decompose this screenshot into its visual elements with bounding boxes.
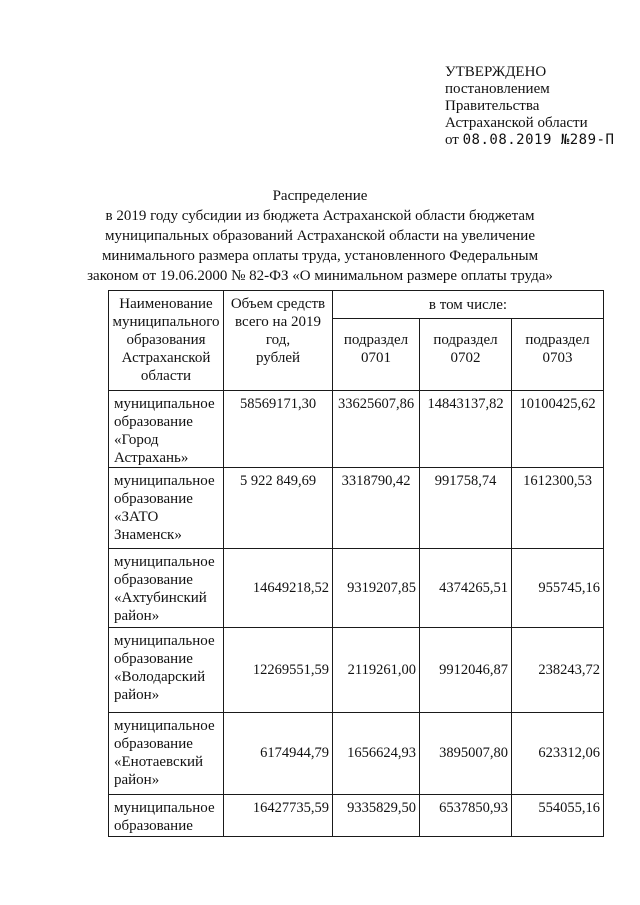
row-total: 14649218,52 (224, 549, 333, 628)
row-subsection-0701: 33625607,86 (333, 391, 420, 468)
approval-line-approved: УТВЕРЖДЕНО (445, 64, 547, 80)
row-subsection-0701: 9319207,85 (333, 549, 420, 628)
approval-date-line (445, 132, 630, 149)
row-name: муниципальное образование «Володарский район» (109, 628, 224, 713)
row-subsection-0702: 991758,74 (420, 468, 512, 549)
row-subsection-0703: 1612300,53 (512, 468, 604, 549)
table-row (109, 795, 604, 837)
row-subsection-0702: 3895007,80 (420, 713, 512, 795)
approval-date-prefix: от (445, 132, 459, 148)
approval-date-number: 08.08.2019 №289-П (462, 132, 615, 148)
row-subsection-0701: 9335829,50 (333, 795, 420, 837)
row-subsection-0703: 238243,72 (512, 628, 604, 713)
row-subsection-0702: 6537850,93 (420, 795, 512, 837)
row-total: 12269551,59 (224, 628, 333, 713)
header-total: Объем средств всего на 2019 год, рублей (224, 291, 333, 391)
row-name: муниципальное образование (109, 795, 224, 837)
approval-line-resolution: постановлением (445, 81, 550, 97)
row-subsection-0703: 955745,16 (512, 549, 604, 628)
title-line-2: в 2019 году субсидии из бюджета Астраханской области бюджетам (105, 208, 535, 224)
row-subsection-0701: 1656624,93 (333, 713, 420, 795)
row-total: 58569171,30 (224, 391, 333, 468)
approval-line-government: Правительства (445, 98, 540, 114)
row-total: 5 922 849,69 (224, 468, 333, 549)
row-subsection-0701: 3318790,42 (333, 468, 420, 549)
header-including: в том числе: (333, 291, 604, 319)
row-total: 16427735,59 (224, 795, 333, 837)
header-subsection-0702: подраздел 0702 (420, 319, 512, 391)
approval-stamp (445, 64, 630, 149)
row-subsection-0702: 14843137,82 (420, 391, 512, 468)
document-title (60, 186, 580, 286)
row-name: муниципальное образование «ЗАТО Знаменск» (109, 468, 224, 549)
row-subsection-0701: 2119261,00 (333, 628, 420, 713)
header-name: Наименование муниципального образования Астраханской области (109, 291, 224, 391)
row-name: муниципальное образование «Город Астрахань» (109, 391, 224, 468)
title-line-5: законом от 19.06.2000 № 82-ФЗ «О минимальном размере оплаты труда» (87, 268, 553, 284)
row-name: муниципальное образование «Енотаевский район» (109, 713, 224, 795)
row-total: 6174944,79 (224, 713, 333, 795)
table-row (109, 628, 604, 713)
table-row (109, 468, 604, 549)
row-subsection-0702: 9912046,87 (420, 628, 512, 713)
header-subsection-0703: подраздел 0703 (512, 319, 604, 391)
row-subsection-0703: 10100425,62 (512, 391, 604, 468)
title-line-4: минимального размера оплаты труда, установленного Федеральным (101, 248, 539, 264)
table-row (109, 391, 604, 468)
row-name: муниципальное образование «Ахтубинский район» (109, 549, 224, 628)
table-row (109, 549, 604, 628)
row-subsection-0703: 623312,06 (512, 713, 604, 795)
table-row (109, 713, 604, 795)
header-subsection-0701: подраздел 0701 (333, 319, 420, 391)
title-line-1: Распределение (272, 188, 368, 204)
row-subsection-0703: 554055,16 (512, 795, 604, 837)
row-subsection-0702: 4374265,51 (420, 549, 512, 628)
title-line-3: муниципальных образований Астраханской области на увеличение (105, 228, 535, 244)
approval-line-region: Астраханской области (445, 115, 588, 131)
distribution-table (108, 290, 604, 837)
